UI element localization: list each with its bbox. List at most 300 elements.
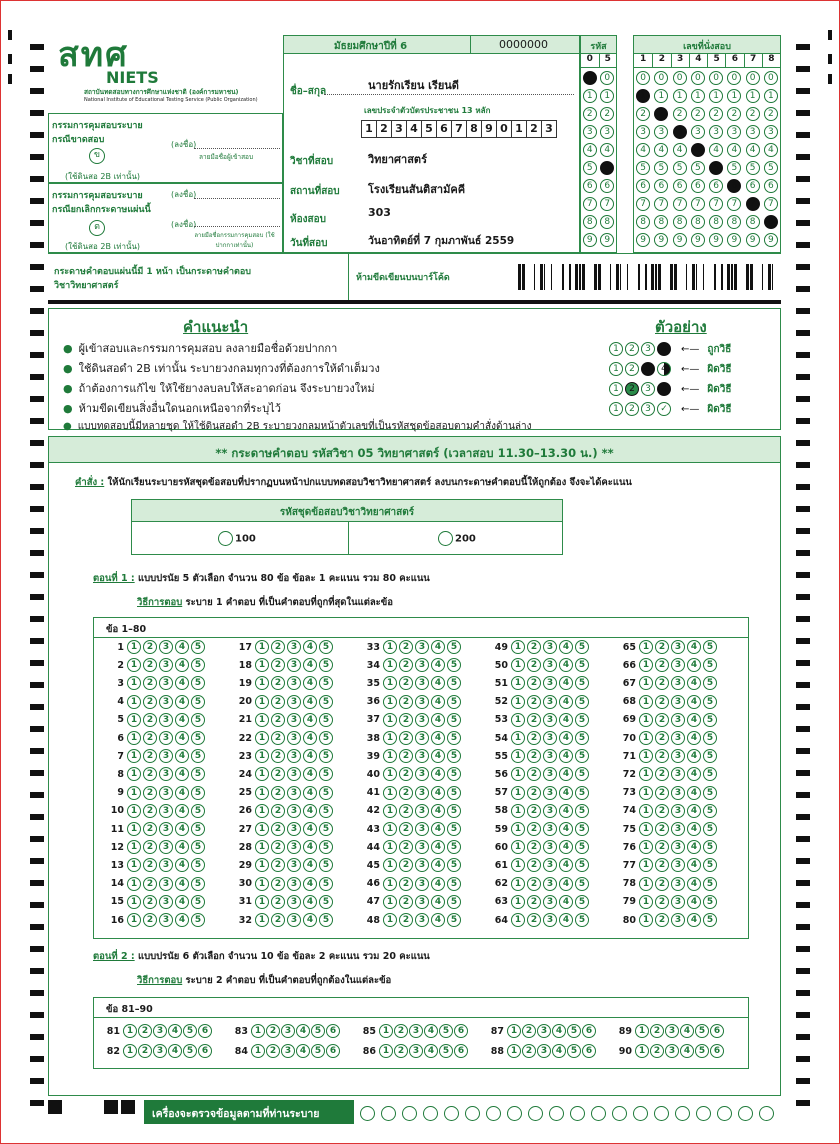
answer-bubble[interactable]: 3 [287,731,301,745]
answer-bubble[interactable]: 5 [703,695,717,709]
date-value[interactable]: วันอาทิตย์ที่ 7 กุมภาพันธ์ 2559 [368,235,515,247]
answer-bubble[interactable]: 5 [575,749,589,763]
answer-bubble[interactable]: 2 [655,713,669,727]
answer-bubble[interactable]: 5 [191,713,205,727]
answer-bubble[interactable]: 2 [527,713,541,727]
answer-bubble[interactable]: 3 [671,713,685,727]
answer-bubble[interactable]: 2 [271,731,285,745]
seat-bubble[interactable]: 8 [691,215,705,229]
answer-bubble[interactable]: 5 [575,731,589,745]
answer-bubble[interactable]: 3 [153,1044,167,1058]
answer-bubble[interactable]: 3 [159,640,173,654]
answer-bubble[interactable]: 1 [511,822,525,836]
answer-bubble[interactable]: 3 [543,749,557,763]
answer-bubble[interactable]: 4 [687,695,701,709]
answer-bubble[interactable]: 4 [303,895,317,909]
answer-bubble[interactable]: 1 [127,840,141,854]
code-bubble[interactable]: 0 [583,71,597,85]
answer-bubble[interactable]: 2 [399,640,413,654]
answer-bubble[interactable]: 5 [575,676,589,690]
answer-bubble[interactable]: 2 [271,858,285,872]
seat-bubble[interactable]: 1 [709,89,723,103]
answer-bubble[interactable]: 4 [175,822,189,836]
answer-bubble[interactable]: 4 [303,840,317,854]
answer-bubble[interactable]: 2 [655,786,669,800]
answer-bubble[interactable]: 1 [383,713,397,727]
seat-bubble[interactable]: 5 [709,161,723,175]
seat-bubble[interactable]: 0 [654,71,668,85]
answer-bubble[interactable]: 3 [159,676,173,690]
answer-bubble[interactable]: 2 [394,1044,408,1058]
answer-bubble[interactable]: 5 [447,786,461,800]
answer-bubble[interactable]: 1 [255,658,269,672]
answer-bubble[interactable]: 2 [655,913,669,927]
answer-bubble[interactable]: 5 [703,640,717,654]
answer-bubble[interactable]: 4 [431,767,445,781]
answer-bubble[interactable]: 1 [383,895,397,909]
answer-bubble[interactable]: 4 [303,858,317,872]
answer-bubble[interactable]: 1 [639,858,653,872]
answer-bubble[interactable]: 2 [394,1024,408,1038]
answer-bubble[interactable]: 3 [543,786,557,800]
answer-bubble[interactable]: 1 [511,877,525,891]
answer-bubble[interactable]: 3 [415,804,429,818]
seat-bubble[interactable]: 9 [673,233,687,247]
answer-bubble[interactable]: 2 [143,840,157,854]
answer-bubble[interactable]: 4 [175,676,189,690]
answer-bubble[interactable]: 5 [703,877,717,891]
seat-bubble[interactable]: 4 [727,143,741,157]
answer-bubble[interactable]: 5 [319,731,333,745]
answer-bubble[interactable]: 3 [671,676,685,690]
id-digit-box[interactable]: 5 [421,120,437,138]
answer-bubble[interactable]: 1 [255,731,269,745]
code-bubble[interactable]: 3 [600,125,614,139]
answer-bubble[interactable]: 2 [655,822,669,836]
answer-bubble[interactable]: 2 [271,640,285,654]
answer-bubble[interactable]: 5 [575,822,589,836]
answer-bubble[interactable]: 4 [431,877,445,891]
answer-bubble[interactable]: 5 [447,749,461,763]
answer-bubble[interactable]: 4 [552,1044,566,1058]
set-option-100[interactable]: 100 [218,531,256,546]
answer-bubble[interactable]: 3 [671,786,685,800]
answer-bubble[interactable]: 1 [639,749,653,763]
answer-bubble[interactable]: 4 [303,786,317,800]
answer-bubble[interactable]: 4 [424,1024,438,1038]
answer-bubble[interactable]: 4 [175,749,189,763]
answer-bubble[interactable]: 4 [431,640,445,654]
answer-bubble[interactable]: 6 [198,1024,212,1038]
answer-bubble[interactable]: 1 [383,913,397,927]
answer-bubble[interactable]: 4 [559,822,573,836]
seat-bubble[interactable]: 5 [764,161,778,175]
answer-bubble[interactable]: 3 [159,895,173,909]
room-value[interactable]: 303 [368,206,391,219]
seat-bubble[interactable]: 6 [764,179,778,193]
answer-bubble[interactable]: 2 [655,676,669,690]
answer-bubble[interactable]: 1 [379,1044,393,1058]
answer-bubble[interactable]: 1 [511,695,525,709]
seat-bubble[interactable]: 1 [654,89,668,103]
answer-bubble[interactable]: 5 [319,804,333,818]
answer-bubble[interactable]: 2 [271,658,285,672]
answer-bubble[interactable]: 5 [439,1044,453,1058]
code-bubble[interactable]: 1 [600,89,614,103]
seat-bubble[interactable]: 5 [673,161,687,175]
answer-bubble[interactable]: 4 [559,767,573,781]
answer-bubble[interactable]: 1 [511,804,525,818]
answer-bubble[interactable]: 1 [255,858,269,872]
answer-bubble[interactable]: 1 [639,695,653,709]
seat-bubble[interactable]: 1 [746,89,760,103]
answer-bubble[interactable]: 5 [703,676,717,690]
answer-bubble[interactable]: 2 [266,1044,280,1058]
answer-bubble[interactable]: 4 [303,731,317,745]
answer-bubble[interactable]: 2 [399,858,413,872]
answer-bubble[interactable]: 5 [319,640,333,654]
answer-bubble[interactable]: 2 [527,676,541,690]
seat-bubble[interactable]: 2 [764,107,778,121]
answer-bubble[interactable]: 1 [383,695,397,709]
answer-bubble[interactable]: 2 [143,804,157,818]
answer-bubble[interactable]: 4 [303,913,317,927]
answer-bubble[interactable]: 3 [287,840,301,854]
answer-bubble[interactable]: 5 [183,1044,197,1058]
answer-bubble[interactable]: 1 [127,640,141,654]
answer-bubble[interactable]: 5 [575,767,589,781]
answer-bubble[interactable]: 2 [527,786,541,800]
seat-bubble[interactable]: 4 [764,143,778,157]
answer-bubble[interactable]: 2 [399,822,413,836]
seat-bubble[interactable]: 9 [746,233,760,247]
answer-bubble[interactable]: 5 [447,640,461,654]
answer-bubble[interactable]: 4 [431,858,445,872]
answer-bubble[interactable]: 5 [191,658,205,672]
answer-bubble[interactable]: 4 [559,877,573,891]
seat-bubble[interactable]: 3 [691,125,705,139]
answer-bubble[interactable]: 5 [447,858,461,872]
seat-bubble[interactable]: 0 [727,71,741,85]
answer-bubble[interactable]: 5 [575,895,589,909]
answer-bubble[interactable]: 5 [567,1024,581,1038]
answer-bubble[interactable]: 1 [383,804,397,818]
answer-bubble[interactable]: 2 [399,877,413,891]
seat-bubble[interactable]: 5 [727,161,741,175]
seat-bubble[interactable]: 2 [636,107,650,121]
answer-bubble[interactable]: 4 [552,1024,566,1038]
answer-bubble[interactable]: 1 [383,858,397,872]
answer-bubble[interactable]: 5 [703,749,717,763]
id-digit-box[interactable]: 9 [481,120,497,138]
answer-bubble[interactable]: 2 [271,913,285,927]
answer-bubble[interactable]: 2 [655,731,669,745]
answer-bubble[interactable]: 3 [287,877,301,891]
answer-bubble[interactable]: 1 [123,1044,137,1058]
answer-bubble[interactable]: 4 [303,767,317,781]
answer-bubble[interactable]: 1 [251,1024,265,1038]
answer-bubble[interactable]: 3 [543,804,557,818]
answer-bubble[interactable]: 2 [655,840,669,854]
answer-bubble[interactable]: 3 [415,877,429,891]
answer-bubble[interactable]: 2 [143,877,157,891]
answer-bubble[interactable]: 4 [559,640,573,654]
answer-bubble[interactable]: 4 [687,786,701,800]
seat-bubble[interactable]: 1 [727,89,741,103]
answer-bubble[interactable]: 4 [175,858,189,872]
answer-bubble[interactable]: 3 [415,786,429,800]
answer-bubble[interactable]: 3 [671,895,685,909]
answer-bubble[interactable]: 1 [635,1024,649,1038]
answer-bubble[interactable]: 2 [527,695,541,709]
answer-bubble[interactable]: 4 [559,913,573,927]
answer-bubble[interactable]: 4 [687,840,701,854]
seat-bubble[interactable]: 6 [746,179,760,193]
answer-bubble[interactable]: 2 [655,858,669,872]
answer-bubble[interactable]: 2 [522,1024,536,1038]
answer-bubble[interactable]: 2 [271,749,285,763]
answer-bubble[interactable]: 5 [191,895,205,909]
code-bubble[interactable]: 4 [600,143,614,157]
answer-bubble[interactable]: 3 [415,640,429,654]
answer-bubble[interactable]: 4 [680,1044,694,1058]
answer-bubble[interactable]: 1 [511,658,525,672]
answer-bubble[interactable]: 4 [559,658,573,672]
answer-bubble[interactable]: 3 [281,1024,295,1038]
answer-bubble[interactable]: 3 [543,658,557,672]
answer-bubble[interactable]: 2 [143,786,157,800]
seat-bubble[interactable]: 5 [691,161,705,175]
answer-bubble[interactable]: 2 [271,877,285,891]
id-digit-box[interactable]: 2 [526,120,542,138]
answer-bubble[interactable]: 5 [703,840,717,854]
answer-bubble[interactable]: 5 [319,676,333,690]
answer-bubble[interactable]: 1 [383,840,397,854]
answer-bubble[interactable]: 1 [127,858,141,872]
answer-bubble[interactable]: 5 [319,713,333,727]
answer-bubble[interactable]: 2 [527,804,541,818]
answer-bubble[interactable]: 2 [271,786,285,800]
answer-bubble[interactable]: 3 [287,640,301,654]
answer-bubble[interactable]: 1 [255,713,269,727]
answer-bubble[interactable]: 3 [543,858,557,872]
answer-bubble[interactable]: 4 [431,840,445,854]
answer-bubble[interactable]: 3 [159,786,173,800]
answer-bubble[interactable]: 1 [127,767,141,781]
answer-bubble[interactable]: 3 [543,913,557,927]
seat-bubble[interactable]: 2 [654,107,668,121]
answer-bubble[interactable]: 3 [671,913,685,927]
answer-bubble[interactable]: 4 [175,895,189,909]
answer-bubble[interactable]: 1 [383,786,397,800]
answer-bubble[interactable]: 2 [399,786,413,800]
id-digit-box[interactable]: 6 [436,120,452,138]
seat-bubble[interactable]: 3 [673,125,687,139]
set-option-200[interactable]: 200 [438,531,476,546]
answer-bubble[interactable]: 3 [409,1044,423,1058]
answer-bubble[interactable]: 1 [383,658,397,672]
answer-bubble[interactable]: 3 [159,840,173,854]
answer-bubble[interactable]: 4 [175,731,189,745]
answer-bubble[interactable]: 5 [703,822,717,836]
answer-bubble[interactable]: 5 [191,767,205,781]
answer-bubble[interactable]: 2 [527,895,541,909]
cancel-sign-line-1[interactable] [194,198,280,199]
answer-bubble[interactable]: 2 [138,1024,152,1038]
answer-bubble[interactable]: 1 [255,913,269,927]
answer-bubble[interactable]: 1 [511,713,525,727]
venue-value[interactable]: โรงเรียนสันติสามัคคี [368,183,466,196]
answer-bubble[interactable]: 3 [671,640,685,654]
answer-bubble[interactable]: 1 [255,640,269,654]
seat-bubble[interactable]: 8 [764,215,778,229]
answer-bubble[interactable]: 3 [671,767,685,781]
answer-bubble[interactable]: 1 [127,877,141,891]
seat-bubble[interactable]: 6 [636,179,650,193]
answer-bubble[interactable]: 3 [409,1024,423,1038]
answer-bubble[interactable]: 2 [271,840,285,854]
answer-bubble[interactable]: 2 [271,895,285,909]
answer-bubble[interactable]: 3 [415,713,429,727]
answer-bubble[interactable]: 4 [175,713,189,727]
id-digit-box[interactable]: 3 [391,120,407,138]
answer-bubble[interactable]: 2 [655,767,669,781]
code-bubble[interactable]: 2 [583,107,597,121]
code-bubble[interactable]: 8 [600,215,614,229]
seat-bubble[interactable]: 3 [709,125,723,139]
cancel-bubble[interactable]: ต [89,220,105,236]
answer-bubble[interactable]: 3 [287,767,301,781]
answer-bubble[interactable]: 1 [383,676,397,690]
seat-bubble[interactable]: 5 [654,161,668,175]
answer-bubble[interactable]: 5 [319,913,333,927]
answer-bubble[interactable]: 1 [511,640,525,654]
answer-bubble[interactable]: 1 [507,1044,521,1058]
answer-bubble[interactable]: 1 [127,676,141,690]
seat-bubble[interactable]: 8 [654,215,668,229]
answer-bubble[interactable]: 2 [399,804,413,818]
answer-bubble[interactable]: 3 [671,731,685,745]
answer-bubble[interactable]: 2 [527,877,541,891]
answer-bubble[interactable]: 4 [303,658,317,672]
answer-bubble[interactable]: 4 [431,658,445,672]
answer-bubble[interactable]: 2 [399,767,413,781]
answer-bubble[interactable]: 4 [296,1024,310,1038]
answer-bubble[interactable]: 1 [511,731,525,745]
seat-bubble[interactable]: 3 [727,125,741,139]
answer-bubble[interactable]: 2 [655,640,669,654]
answer-bubble[interactable]: 3 [287,713,301,727]
answer-bubble[interactable]: 4 [559,749,573,763]
answer-bubble[interactable]: 5 [703,713,717,727]
seat-bubble[interactable]: 4 [746,143,760,157]
answer-bubble[interactable]: 4 [687,640,701,654]
code-bubble[interactable]: 1 [583,89,597,103]
answer-bubble[interactable]: 4 [431,749,445,763]
answer-bubble[interactable]: 3 [159,767,173,781]
answer-bubble[interactable]: 3 [415,676,429,690]
answer-bubble[interactable]: 1 [127,786,141,800]
seat-bubble[interactable]: 7 [654,197,668,211]
answer-bubble[interactable]: 3 [665,1024,679,1038]
seat-bubble[interactable]: 7 [764,197,778,211]
answer-bubble[interactable]: 3 [671,822,685,836]
answer-bubble[interactable]: 4 [431,713,445,727]
answer-bubble[interactable]: 5 [191,695,205,709]
seat-bubble[interactable]: 1 [691,89,705,103]
answer-bubble[interactable]: 2 [655,895,669,909]
answer-bubble[interactable]: 2 [399,658,413,672]
answer-bubble[interactable]: 4 [431,676,445,690]
absent-sign-line[interactable] [194,148,280,149]
seat-bubble[interactable]: 3 [636,125,650,139]
answer-bubble[interactable]: 5 [319,767,333,781]
id-digit-box[interactable]: 1 [511,120,527,138]
answer-bubble[interactable]: 6 [198,1044,212,1058]
answer-bubble[interactable]: 5 [191,840,205,854]
answer-bubble[interactable]: 3 [153,1024,167,1038]
answer-bubble[interactable]: 1 [639,658,653,672]
answer-bubble[interactable]: 5 [191,676,205,690]
answer-bubble[interactable]: 4 [559,713,573,727]
answer-bubble[interactable]: 4 [303,695,317,709]
answer-bubble[interactable]: 1 [507,1024,521,1038]
answer-bubble[interactable]: 2 [399,676,413,690]
answer-bubble[interactable]: 1 [639,895,653,909]
answer-bubble[interactable]: 2 [655,749,669,763]
answer-bubble[interactable]: 2 [650,1044,664,1058]
answer-bubble[interactable]: 1 [255,786,269,800]
answer-bubble[interactable]: 1 [255,877,269,891]
answer-bubble[interactable]: 4 [303,713,317,727]
seat-bubble[interactable]: 9 [691,233,705,247]
answer-bubble[interactable]: 3 [543,822,557,836]
answer-bubble[interactable]: 3 [537,1024,551,1038]
answer-bubble[interactable]: 4 [303,877,317,891]
answer-bubble[interactable]: 5 [703,804,717,818]
answer-bubble[interactable]: 1 [639,913,653,927]
code-bubble[interactable]: 2 [600,107,614,121]
answer-bubble[interactable]: 1 [255,804,269,818]
answer-bubble[interactable]: 5 [319,695,333,709]
answer-bubble[interactable]: 2 [399,895,413,909]
code-bubble[interactable]: 4 [583,143,597,157]
answer-bubble[interactable]: 3 [415,749,429,763]
answer-bubble[interactable]: 5 [191,913,205,927]
answer-bubble[interactable]: 3 [159,913,173,927]
seat-bubble[interactable]: 0 [636,71,650,85]
answer-bubble[interactable]: 5 [447,695,461,709]
code-bubble[interactable]: 9 [600,233,614,247]
answer-bubble[interactable]: 4 [559,858,573,872]
seat-bubble[interactable]: 4 [673,143,687,157]
answer-bubble[interactable]: 2 [143,895,157,909]
answer-bubble[interactable]: 2 [266,1024,280,1038]
answer-bubble[interactable]: 2 [143,695,157,709]
seat-bubble[interactable]: 4 [636,143,650,157]
id-digit-box[interactable]: 0 [496,120,512,138]
answer-bubble[interactable]: 6 [710,1024,724,1038]
answer-bubble[interactable]: 4 [175,786,189,800]
answer-bubble[interactable]: 2 [655,804,669,818]
answer-bubble[interactable]: 3 [159,877,173,891]
answer-bubble[interactable]: 4 [559,731,573,745]
answer-bubble[interactable]: 2 [143,731,157,745]
answer-bubble[interactable]: 1 [635,1044,649,1058]
answer-bubble[interactable]: 3 [287,895,301,909]
answer-bubble[interactable]: 2 [399,695,413,709]
answer-bubble[interactable]: 2 [650,1024,664,1038]
